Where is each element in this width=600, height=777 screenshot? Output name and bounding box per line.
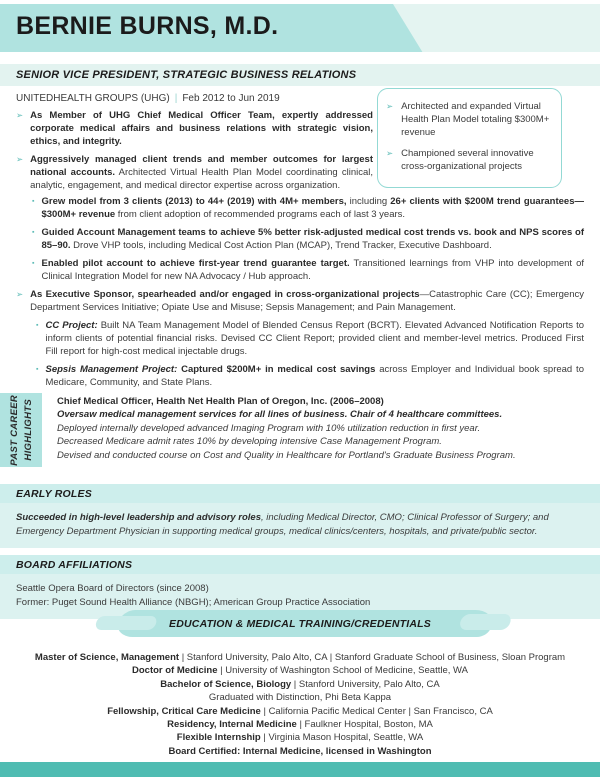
role-title: SENIOR VICE PRESIDENT, STRATEGIC BUSINESS RELATIONS: [16, 69, 357, 81]
list-item: [32, 226, 584, 252]
past-career-tab: [0, 393, 42, 467]
board-affiliations-band: [0, 555, 600, 574]
early-roles-title: EARLY ROLES: [16, 487, 92, 500]
list-item: [32, 257, 584, 283]
list-item: [16, 288, 584, 314]
list-item: [16, 153, 373, 192]
list-item: [36, 319, 584, 358]
education-list: [0, 651, 600, 758]
list-item: [16, 109, 373, 148]
company-line: [16, 93, 280, 104]
education-line: Doctor of Medicine | University of Washington School of Medicine, Seattle, WA: [132, 665, 468, 677]
education-heading: [0, 607, 600, 640]
header-band: [0, 4, 600, 52]
callout-text: Architected and expanded Virtual Health Plan Model totaling $300M+ revenue: [401, 101, 550, 138]
arrow-bullet-icon: ➢: [16, 110, 24, 120]
past-career-line: Devised and conducted course on Cost and Quality in Healthcare for Portland's Graduate Business Program.: [57, 449, 516, 461]
board-line: Seattle Opera Board of Directors (since 2008): [16, 583, 209, 594]
past-career-line: Chief Medical Officer, Health Net Health Plan of Oregon, Inc. (2006–2008): [57, 396, 384, 407]
callout-text: Championed several innovative cross-organizational projects: [401, 148, 534, 172]
square-bullet-icon: ▪: [32, 260, 35, 267]
education-line: Graduated with Distinction, Phi Beta Kappa: [208, 692, 392, 704]
bullet-text: As Executive Sponsor, spearheaded and/or engaged in cross-organizational projects—Catastrophic Care (CC); Emergency Department Services Initiative; Opiate Use and Misuse; Sepsis Management; and Pain Management.: [30, 289, 584, 313]
square-bullet-icon: ▪: [36, 366, 39, 373]
main-bullet-list: [16, 195, 584, 394]
education-line: Master of Science, Management | Stanford University, Palo Alto, CA | Stanford Graduate School of Business, Sloan Program: [34, 652, 566, 663]
list-item: [32, 195, 584, 221]
separator: |: [174, 93, 178, 104]
early-roles-section: [0, 484, 600, 548]
page-title: BERNIE BURNS, M.D.: [16, 12, 279, 40]
early-roles-band: [0, 484, 600, 503]
list-item: [36, 363, 584, 389]
education-line: Board Certified: Internal Medicine, licensed in Washington: [168, 745, 432, 757]
bullet-text: CC Project: Built NA Team Management Model of Blended Census Report (BCRT). Elevated Advanced Notification Reports to inform clients of potential financial risks. Devised CC Client Report; provided client and member-level metrics. Produced First Fill report for high-cost medical injectable drugs.: [45, 320, 584, 357]
education-line: Flexible Internship | Virginia Mason Hospital, Seattle, WA: [176, 732, 424, 744]
past-career-tab-label: PAST CAREER: [8, 394, 20, 466]
education-line: Bachelor of Science, Biology | Stanford University, Palo Alto, CA: [160, 678, 440, 690]
list-item: [386, 147, 552, 173]
board-line: Former: Puget Sound Health Alliance (NBGH); American Group Practice Association: [16, 596, 371, 608]
bullet-text: Guided Account Management teams to achieve 5% better risk-adjusted medical cost trends vs. book and NPS scores of 85–90. Drove VHP tools, including Medical Cost Action Plan (MCAP), Trend Tracker, Executive Dashboard.: [41, 227, 584, 251]
arrow-bullet-icon: ➢: [16, 154, 24, 164]
square-bullet-icon: ▪: [32, 229, 35, 236]
bullet-text: Grew model from 3 clients (2013) to 44+ (2019) with 4M+ members, including 26+ clients with $200M trend guarantees—$300M+ revenue from client adoption of recommended programs each of last 3 years.: [41, 196, 585, 220]
education-title: EDUCATION & MEDICAL TRAINING/CREDENTIALS: [169, 617, 431, 630]
past-career-line: Oversaw medical management services for all lines of business. Chair of 4 healthcare committees.: [57, 409, 503, 421]
square-bullet-icon: ▪: [36, 322, 39, 329]
arrow-bullet-icon: ➢: [386, 148, 394, 158]
footer-accent-bar: [0, 762, 600, 777]
past-career-tab-label: HIGHLIGHTS: [22, 399, 34, 461]
company-name: UNITEDHEALTH GROUPS (UHG): [16, 93, 170, 104]
education-line: Residency, Internal Medicine | Faulkner Hospital, Boston, MA: [167, 719, 433, 731]
square-bullet-icon: ▪: [32, 198, 35, 205]
past-career-section: [0, 393, 600, 467]
role-title-band: [0, 64, 600, 86]
bullet-text: As Member of UHG Chief Medical Officer Team, expertly addressed corporate medical affairs and business relations with strategic vision, ethics, and integrity.: [30, 110, 373, 147]
past-career-line: Decreased Medicare admit rates 10% by developing intensive Case Management Program.: [57, 436, 442, 448]
bullet-text: Sepsis Management Project: Captured $200M+ in medical cost savings across Employer and Individual book spread to Medicare, Community, and State Plans.: [45, 364, 584, 388]
board-affiliations-title: BOARD AFFILIATIONS: [16, 558, 133, 571]
highlights-callout-box: [377, 88, 562, 188]
bullet-text: Enabled pilot account to achieve first-year trend guarantee target. Transitioned learnings from VHP into development of Clinical Integration Model for new NA Advocacy / Hub approach.: [41, 258, 584, 282]
past-career-line: Deployed internally developed advanced Imaging Program with 10% utilization reduction in first year.: [57, 422, 481, 434]
list-item: [386, 100, 552, 139]
past-career-content: [57, 395, 590, 462]
bullet-text: Aggressively managed client trends and member outcomes for largest national accounts. Architected Virtual Health Plan Model coordinating clinical, analytic, engagement, and medical director expertise across organization.: [30, 154, 373, 191]
employment-dates: Feb 2012 to Jun 2019: [182, 93, 280, 104]
arrow-bullet-icon: ➢: [386, 101, 394, 111]
arrow-bullet-icon: ➢: [16, 289, 24, 299]
top-bullet-list: [16, 109, 373, 197]
education-line: Fellowship, Critical Care Medicine | California Pacific Medical Center | San Francisco, CA: [107, 705, 493, 717]
early-roles-body: Succeeded in high-level leadership and advisory roles, including Medical Director, CMO; Clinical Professor of Surgery; and Emergency Department Physician in supporting medical groups, medical clinics/centers, hospitals, and private/public sector.: [0, 503, 600, 548]
